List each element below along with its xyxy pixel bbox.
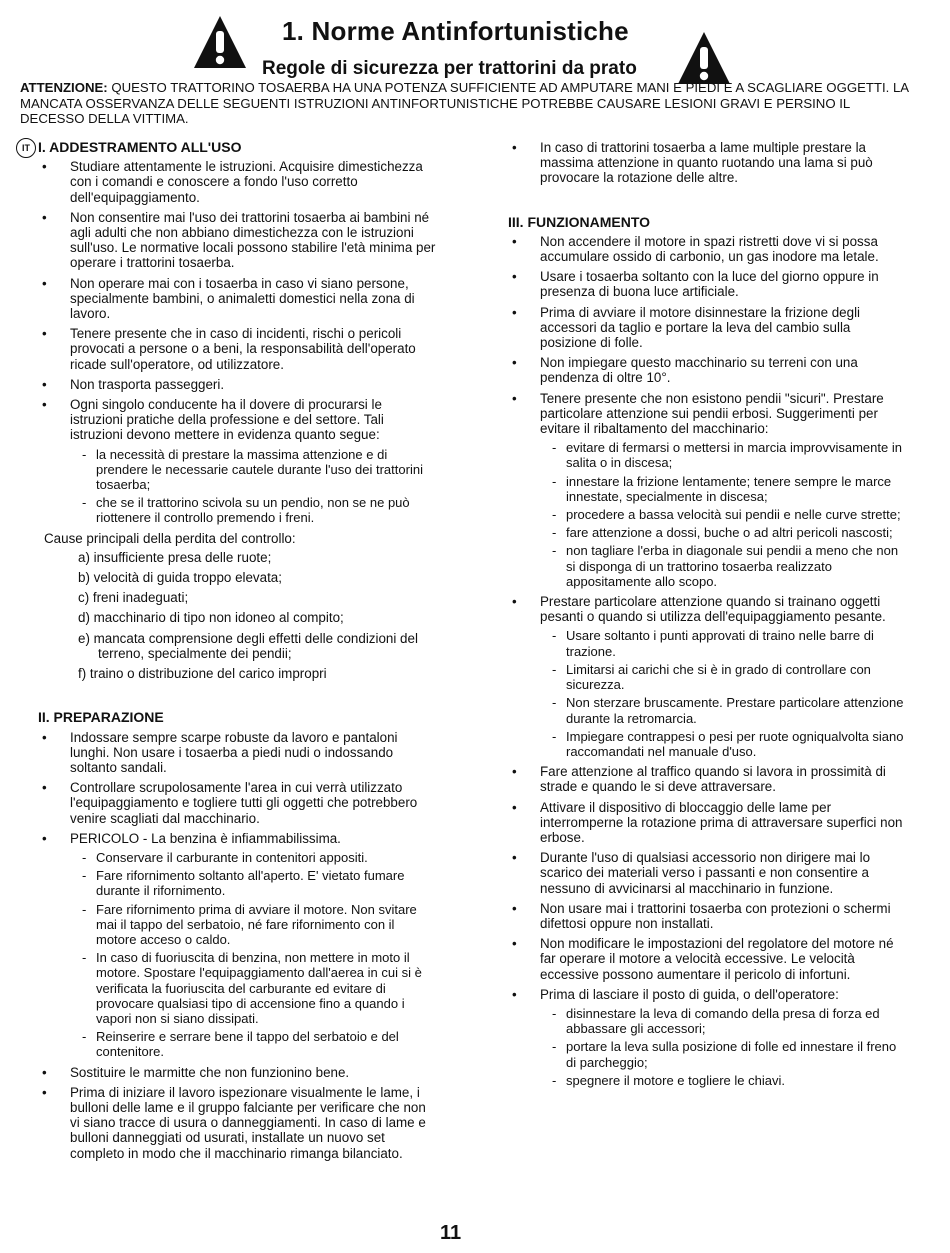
sub-list-item: - Fare rifornimento prima di avviare il motore. Non svitare mai il tappo del serbatoio, né fare rifornimento con il motore acceso o caldo. <box>70 902 438 948</box>
list-item: • Controllare scrupolosamente l'area in cui verrà utilizzato l'equipaggiamento e togliere tutti gli oggetti che potrebbero venire scagliati dal macchinario. <box>38 780 438 826</box>
section-title: I. ADDESTRAMENTO ALL'USO <box>38 139 242 155</box>
list-item: • Fare attenzione al traffico quando si lavora in prossimità di strade e quando le si deve attraversare. <box>508 764 906 794</box>
sub-list-item: - Non sterzare bruscamente. Prestare particolare attenzione durante la retromarcia. <box>540 695 906 725</box>
section-heading: II. PREPARAZIONE <box>38 709 164 726</box>
causes-list <box>78 550 438 681</box>
list-item: • Non trasporta passeggeri. <box>38 377 438 392</box>
sub-list-item: - In caso di fuoriuscita di benzina, non mettere in moto il motore. Spostare l'equipaggiamento dall'aerea in cui si è verificata la fuoriuscita del carburante ed evitare di provocare qualsiasi tipo di accensione fino a quando i vapori non si siano dissipati. <box>70 950 438 1026</box>
sub-list-item: - procedere a bassa velocità sui pendii e nelle curve strette; <box>540 507 906 522</box>
list-item: • Usare i tosaerba soltanto con la luce del giorno oppure in presenza di buona luce artificiale. <box>508 269 906 299</box>
sub-list-item: - Usare soltanto i punti approvati di traino nelle barre di trazione. <box>540 628 906 658</box>
list-item: • Sostituire le marmitte che non funzionino bene. <box>38 1065 438 1080</box>
page-subtitle: Regole di sicurezza per trattorini da prato <box>262 58 637 79</box>
warning-triangle-icon <box>192 14 248 70</box>
list-item <box>508 594 906 759</box>
list-item: • Non consentire mai l'uso dei trattorini tosaerba ai bambini né agli adulti che non abbiano dimestichezza con le istruzioni sull'uso. Le normative locali possono stabilire l'età minima per operare i trattorini tosaerba. <box>38 210 438 271</box>
sub-list-item: - la necessità di prestare la massima attenzione e di prendere le necessarie cautele durante l'uso dei trattorini tosaerba; <box>70 447 438 493</box>
sub-list-item: - spegnere il motore e togliere le chiavi. <box>540 1073 906 1088</box>
list-item: • Prima di avviare il motore disinnestare la frizione degli accessori da taglio e portare la leva del cambio sulla posizione di folle. <box>508 305 906 351</box>
sub-list <box>70 447 438 526</box>
sub-list-item: - innestare la frizione lentamente; tenere sempre le marce innestate, specialmente in discesa; <box>540 474 906 504</box>
list-item <box>508 391 906 589</box>
language-badge: IT <box>16 138 36 158</box>
list-item <box>38 397 438 526</box>
warning-label: ATTENZIONE: <box>20 80 108 95</box>
list-item <box>38 831 438 1060</box>
list-item: • Durante l'uso di qualsiasi accessorio non dirigere mai lo scarico dei materiali verso i passanti e non consentire a nessuno di avvicinarsi al macchinario in funzione. <box>508 850 906 896</box>
sub-list <box>70 850 438 1060</box>
list-item: • Non operare mai con i tosaerba in caso vi siano persone, specialmente bambini, o animaletti domestici nella zona di lavoro. <box>38 276 438 322</box>
page-number: 11 <box>440 1222 462 1244</box>
sub-list-item: - che se il trattorino scivola su un pendio, non se ne può riottenere il controllo premendo i freni. <box>70 495 438 525</box>
bullet-list <box>38 730 438 1161</box>
section-heading <box>22 139 438 155</box>
sub-list-item: - disinnestare la leva di comando della presa di forza ed abbassare gli accessori; <box>540 1006 906 1036</box>
list-item: • Prima di iniziare il lavoro ispezionare visualmente le lame, i bulloni delle lame e il gruppo falciante per verificare che non vi siano tracce di usura o danneggiamenti. In caso di lame e bulloni danneggiati od usurati, installate un nuovo set completo in modo che il macchinario rimanga bilanciato. <box>38 1085 438 1161</box>
list-item: • Non usare mai i trattorini tosaerba con protezioni o schermi difettosi oppure non installati. <box>508 901 906 931</box>
bullet-list <box>508 140 906 186</box>
list-item: • Non accendere il motore in spazi ristretti dove vi si possa accumulare ossido di carbonio, un gas inodore ma letale. <box>508 234 906 264</box>
right-column <box>508 140 906 1093</box>
sub-list-item: - Limitarsi ai carichi che si è in grado di controllare con sicurezza. <box>540 662 906 692</box>
bullet-list <box>38 159 438 525</box>
sub-list <box>540 440 906 589</box>
sub-list <box>540 628 906 759</box>
list-item-text: Tenere presente che non esistono pendii "sicuri". Prestare particolare attenzione sui pendii erbosi. Suggerimenti per evitare il ribaltamento del macchinario: <box>540 390 884 437</box>
list-item: • Tenere presente che in caso di incidenti, rischi o pericoli provocati a persone o a beni, la responsabilità dell'operato ricade sull'operatore, od utilizzatore. <box>38 326 438 372</box>
page-title: 1. Norme Antinfortunistiche <box>282 16 629 46</box>
list-item: • Attivare il dispositivo di bloccaggio delle lame per interromperne la rotazione prima di attraversare superfici non erbose. <box>508 800 906 846</box>
list-item: e) mancata comprensione degli effetti delle condizioni del terreno, specialmente dei pendii; <box>78 630 418 661</box>
list-item: • In caso di trattorini tosaerba a lame multiple prestare la massima attenzione in quanto ruotando una lama si può provocare la rotazione delle altre. <box>508 140 906 186</box>
list-item: • Non modificare le impostazioni del regolatore del motore né far operare il motore a velocità eccessive. Le velocità eccessive possono aumentare il pericolo di infortuni. <box>508 936 906 982</box>
sub-list-item: - fare attenzione a dossi, buche o ad altri pericoli nascosti; <box>540 525 906 540</box>
sub-list-item: - Conservare il carburante in contenitori appositi. <box>70 850 438 865</box>
causes-intro: Cause principali della perdita del controllo: <box>44 530 296 546</box>
list-item: c) freni inadeguati; <box>78 590 189 606</box>
sub-list-item: - Reinserire e serrare bene il tappo del serbatoio e del contenitore. <box>70 1029 438 1059</box>
list-item: a) insufficiente presa delle ruote; <box>78 549 272 565</box>
list-item-text: PERICOLO - La benzina è infiammabilissima. <box>70 830 341 846</box>
sub-list-item: - Impiegare contrappesi o pesi per ruote ogniqualvolta siano raccomandati nel manuale d'uso. <box>540 729 906 759</box>
left-column <box>22 139 438 1166</box>
warning-text: QUESTO TRATTORINO TOSAERBA HA UNA POTENZA SUFFICIENTE AD AMPUTARE MANI E PIEDI E A SCAGLIARE OGGETTI. LA MANCATA OSSERVANZA DELLE SEGUENTI ISTRUZIONI ANTINFORTUNISTICHE POTREBBE CAUSARE LESIONI GRAVI E PERSINO IL DECESSO DELLA VITTIMA. <box>20 80 909 126</box>
list-item: d) macchinario di tipo non idoneo al compito; <box>78 610 344 626</box>
sub-list-item: - portare la leva sulla posizione di folle ed innestare il freno di parcheggio; <box>540 1039 906 1069</box>
bullet-list <box>508 234 906 1088</box>
list-item: • Indossare sempre scarpe robuste da lavoro e pantaloni lunghi. Non usare i tosaerba a piedi nudi o indossando soltanto sandali. <box>38 730 438 776</box>
sub-list-item: - evitare di fermarsi o mettersi in marcia improvvisamente in salita o in discesa; <box>540 440 906 470</box>
list-item: • Studiare attentamente le istruzioni. Acquisire dimestichezza con i comandi e conoscere a fondo l'uso corretto dell'equipaggiamento. <box>38 159 438 205</box>
list-item-text: Prima di lasciare il posto di guida, o dell'operatore: <box>540 986 839 1002</box>
warning-intro <box>20 80 912 127</box>
list-item-text: Ogni singolo conducente ha il dovere di procurarsi le istruzioni pratiche della professione e del settore. Tali istruzioni devono mettere in evidenza quanto segue: <box>70 397 384 443</box>
page-header <box>0 0 950 90</box>
section-heading: III. FUNZIONAMENTO <box>508 213 651 230</box>
sub-list-item: - Fare rifornimento soltanto all'aperto. E' vietato fumare durante il rifornimento. <box>70 868 438 898</box>
list-item: f) traino o distribuzione del carico impropri <box>78 666 327 682</box>
warning-triangle-icon <box>676 30 732 86</box>
list-item: • Non impiegare questo macchinario su terreni con una pendenza di oltre 10°. <box>508 355 906 385</box>
list-item <box>508 987 906 1088</box>
list-item-text: Prestare particolare attenzione quando si trainano oggetti pesanti o quando si utilizza dell'equipaggiamento pesante. <box>540 594 886 625</box>
sub-list-item: - non tagliare l'erba in diagonale sui pendii a meno che non si disponga di un trattorino tosaerba realizzato appositamente allo scopo. <box>540 543 906 589</box>
list-item: b) velocità di guida troppo elevata; <box>78 570 282 586</box>
sub-list <box>540 1006 906 1088</box>
